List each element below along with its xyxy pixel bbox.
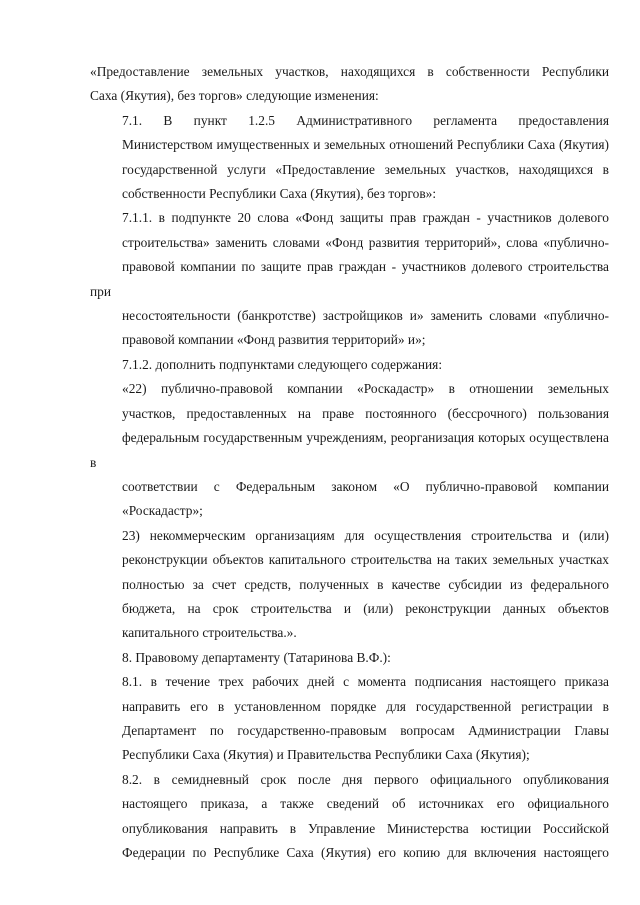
paragraph-item-7-1 (90, 109, 609, 207)
text-line: соответствии с Федеральным законом «О публично-правовой компании (122, 478, 609, 494)
text-line: 23) некоммерческим организациям для осуществления строительства и (или) (122, 527, 609, 543)
paragraph-item-7-1-1 (90, 206, 609, 352)
text-line: Департамент по государственно-правовым вопросам Администрации Главы (122, 722, 609, 738)
paragraph-item-7-1-2 (90, 353, 609, 377)
text-line: «22) публично-правовой компании «Роскадастр» в отношении земельных (122, 381, 609, 397)
text-line: капитального строительства.». (122, 625, 297, 641)
paragraph-sub-22 (90, 377, 609, 523)
paragraph-intro (90, 60, 609, 109)
text-line: собственности Республики Саха (Якутия), без торгов»: (122, 186, 437, 202)
text-line: полностью за счет средств, полученных в качестве субсидии из федерального (122, 576, 609, 592)
text-line: участков, предоставленных на праве постоянного (бессрочного) пользования (122, 405, 609, 421)
text-line: Саха (Якутия), без торгов» следующие изменения: (90, 88, 379, 104)
text-line: опубликования направить в Управление Министерства юстиции Российской (122, 820, 609, 836)
text-line: 7.1. В пункт 1.2.5 Административного регламента предоставления (122, 112, 609, 128)
text-line: реконструкции объектов капитального строительства на таких земельных участках (122, 552, 609, 568)
text-line: 8. Правовому департаменту (Татаринова В.Ф.): (122, 649, 391, 665)
text-line: 8.1. в течение трех рабочих дней с момента подписания настоящего приказа (122, 674, 609, 690)
text-line: Федерации по Республике Саха (Якутия) его копию для включения настоящего (122, 845, 609, 860)
text-line: правовой компании по защите прав граждан - участников долевого строительства при (90, 259, 609, 299)
text-line: «Предоставление земельных участков, находящихся в собственности Республики (90, 64, 609, 79)
text-line: Республики Саха (Якутия) и Правительства Республики Саха (Якутия); (122, 747, 530, 763)
text-line: направить его в установленном порядке для государственной регистрации в (122, 698, 609, 714)
text-line: 7.1.2. дополнить подпунктами следующего содержания: (122, 356, 443, 372)
paragraph-item-8-2 (90, 768, 609, 866)
text-line: Министерством имущественных и земельных отношений Республики Саха (Якутия) (122, 137, 609, 153)
text-line: настоящего приказа, а также сведений об источниках его официального (122, 796, 609, 812)
text-line: бюджета, на срок строительства и (или) реконструкции данных объектов (122, 600, 609, 616)
text-line: 7.1.1. в подпункте 20 слова «Фонд защиты прав граждан - участников долевого (122, 210, 609, 226)
paragraph-item-8-1 (90, 670, 609, 768)
text-line: правовой компании «Фонд развития территорий» и»; (122, 332, 426, 348)
paragraph-item-8 (90, 646, 609, 670)
text-line: государственной услуги «Предоставление земельных участков, находящихся в (122, 161, 609, 177)
text-line: 8.2. в семидневный срок после дня первого официального опубликования (122, 771, 609, 787)
text-line: несостоятельности (банкротстве) застройщиков и» заменить словами «публично- (122, 308, 609, 324)
text-line: строительства» заменить словами «Фонд развития территорий», слова «публично- (122, 234, 609, 250)
paragraph-sub-23 (90, 524, 609, 646)
text-line: «Роскадастр»; (122, 503, 203, 519)
text-line: федеральным государственным учреждениям, реорганизация которых осуществлена в (90, 430, 609, 470)
